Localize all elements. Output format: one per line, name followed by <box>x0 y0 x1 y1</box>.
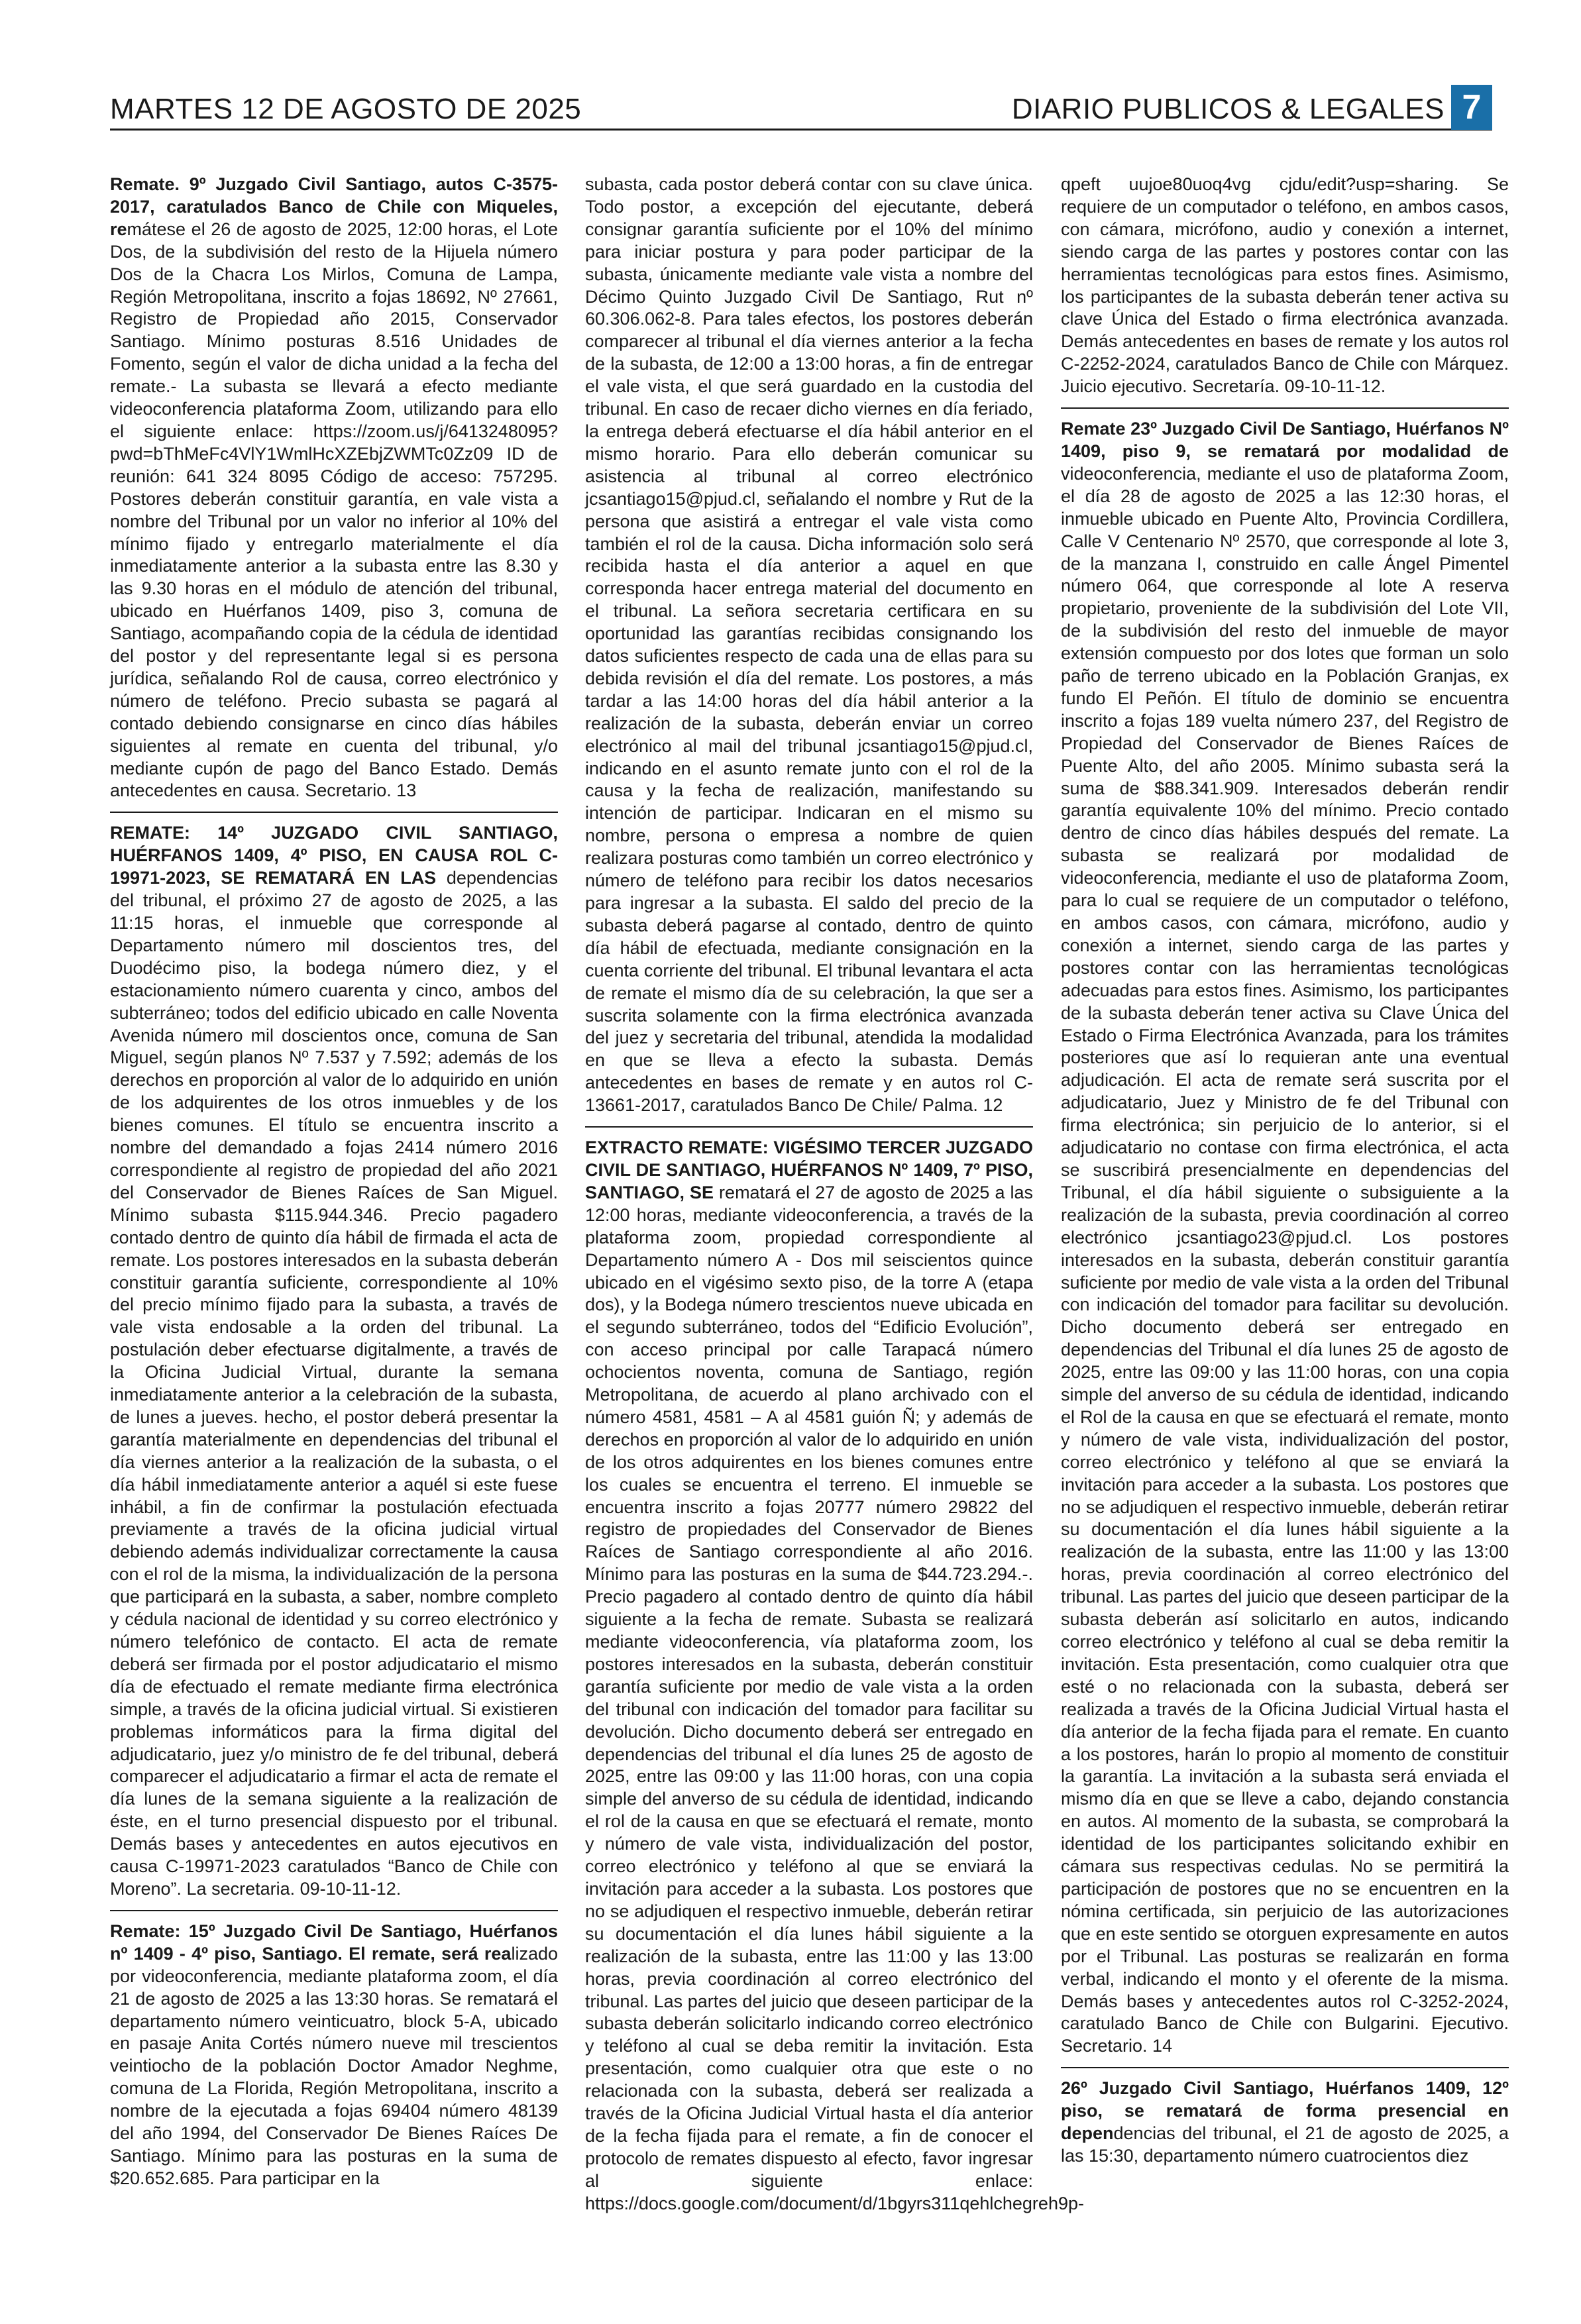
legal-notice <box>1061 2067 1509 2168</box>
column-3 <box>1061 174 1509 2294</box>
notice-lead: Remate. 9º Juzgado Civil Santiago, autos C-3575-2017, caratulados Banco de Chile con Miqueles, re <box>110 174 558 239</box>
notice-body: dependencias del tribunal, el próximo 27 de agosto de 2025, a las 11:15 horas, el inmueble que corresponde al Departamento número mil doscientos tres, del Duodécimo piso, la bodega número diez, y el estacionamiento número cuarenta y cinco, ambos del subterráneo; todos del edificio ubicado en calle Noventa Avenida número mil doscientos once, comuna de San Miguel, según planos Nº 7.537 y 7.592; además de los derechos en proporción al valor de lo adquirido en unión de los adquirentes de los otros inmuebles y de los bienes comunes. El título se encuentra inscrito a nombre del demandado a fojas 2414 número 2016 correspondiente al registro de propiedad del año 2021 del Conservador de Bienes Raíces de San Miguel. Mínimo subasta $115.944.346. Precio pagadero contado dentro de quinto día hábil de firmada el acta de remate. Los postores interesados en la subasta deberán constituir garantía suficiente, correspondiente al 10% del precio mínimo fijado para la subasta, a través de vale vista endosable a la orden del tribunal. La postulación deber efectuarse digitalmente, a través de la Oficina Judicial Virtual, durante la semana inmediatamente anterior a la celebración de la subasta, de lunes a jueves. hecho, el postor deberá presentar la garantía materialmente en dependencias del tribunal el día viernes anterior a la realización de la subasta, o el día hábil inmediatamente anterior a aquél si este fuese inhábil, a fin de confirmar la postulación efectuada previamente a través de la oficina judicial virtual debiendo además individualizar correctamente la causa con el rol de la misma, la individualización de la persona que participará en la subasta, a saber, nombre completo y cédula nacional de identidad y su correo electrónico y número telefónico de contacto. El acta de remate deberá ser firmada por el postor adjudicatario el mismo día de efectuado el remate mediante firma electrónica simple, a través de la oficina judicial virtual. Si existieren problemas informáticos para la firma digital del adjudicatario, juez y/o ministro de fe del tribunal, deberá comparecer el adjudicatario a firmar el acta de remate el día lunes de la semana siguiente a la realización de éste, en el turno presencial dispuesto por el tribunal. Demás bases y antecedentes en autos ejecutivos en causa C-19971-2023 caratulados “Banco de Chile con Moreno”. La secretaria. 09-10-11-12. <box>110 868 558 1899</box>
issue-date: MARTES 12 DE AGOSTO DE 2025 <box>110 93 582 125</box>
column-2 <box>585 174 1084 2294</box>
notice-lead: Remate 23º Juzgado Civil De Santiago, Huérfanos Nº 1409, piso 9, se rematará por modalidad de <box>1061 419 1509 461</box>
notice-lead: EXTRACTO REMATE: VIGÉSIMO TERCER JUZGADO CIVIL DE SANTIAGO, HUÉRFANOS Nº 1409, 7º PISO, SANTIAGO, SE <box>585 1137 1033 1202</box>
notice-lead: Remate: 15º Juzgado Civil De Santiago, Huérfanos nº 1409 - 4º piso, Santiago. El remate, será rea <box>110 1921 558 1964</box>
legal-notice <box>585 1126 1084 2215</box>
section-title: DIARIO PUBLICOS & LEGALES <box>1011 93 1445 125</box>
legal-notice <box>110 812 558 1901</box>
column-1 <box>110 174 558 2294</box>
legal-notice <box>585 174 1033 1117</box>
notice-body: dencias del tribunal, el 21 de agosto de 2025, a las 15:30, departamento número cuatrocientos diez <box>1061 2123 1509 2166</box>
notice-body: mátese el 26 de agosto de 2025, 12:00 horas, el Lote Dos, de la subdivisión del resto de la Hijuela número Dos de la Chacra Los Mirlos, Comuna de Lampa, Región Metropolitana, inscrito a fojas 18692, Nº 27661, Registro de Propiedad año 2015, Conservador Santiago. Mínimo posturas 8.516 Unidades de Fomento, según el valor de dicha unidad a la fecha del remate.- La subasta se llevará a efecto mediante videoconferencia plataforma Zoom, utilizando para ello el siguiente enlace: https://zoom.us/j/6413248095?pwd=bThMeFc4VlY1WmlHcXZEbjZWMTc0Zz09 ID de reunión: 641 324 8095 Código de acceso: 757295. Postores deberán constituir garantía, en vale vista a nombre del Tribunal por un valor no inferior al 10% del mínimo fijado y entregarlo materialmente el día inmediatamente anterior a la subasta entre las 8.30 y las 9.30 horas en el módulo de atención del tribunal, ubicado en Huérfanos 1409, piso 3, comuna de Santiago, acompañando copia de la cédula de identidad del postor y del representante legal si es persona jurídica, señalando Rol de causa, correo electrónico y número de teléfono. Precio subasta se pagará al contado debiendo consignarse en cinco días hábiles siguientes al remate en cuenta del tribunal, y/o mediante cupón de pago del Banco Estado. Demás antecedentes en causa. Secretario. 13 <box>110 219 558 801</box>
legal-notice <box>110 1910 558 2190</box>
notice-lead: 26º Juzgado Civil Santiago, Huérfanos 1409, 12º piso, se rematará de forma presencial en depen <box>1061 2078 1509 2144</box>
notice-body: lizado por videoconferencia, mediante plataforma zoom, el día 21 de agosto de 2025 a las 13:30 horas. Se rematará el departamento número veinticuatro, block 5-A, ubicado en pasaje Anita Cortés número nueve mil trescientos veintiocho de la población Doctor Amador Neghme, comuna de La Florida, Región Metropolitana, inscrito a nombre de la ejecutada a fojas 69404 número 48139 del año 1994, del Conservador De Bienes Raíces De Santiago. Mínimo para las posturas en la suma de $20.652.685. Para participar en la <box>110 1943 558 2188</box>
notice-body: rematará el 27 de agosto de 2025 a las 12:00 horas, mediante videoconferencia, a través de la plataforma zoom, propiedad correspondiente al Departamento número A - Dos mil seiscientos quince ubicado en el vigésimo sexto piso, de la torre A (etapa dos), y la Bodega número trescientos nueve ubicada en el segundo subterráneo, todos del “Edificio Evolución”, con acceso principal por calle Tarapacá número ochocientos noventa, comuna de Santiago, región Metropolitana, de acuerdo al plano archivado con el número 4581, 4581 – A al 4581 guión Ñ; y además de derechos en proporción al valor de lo adquirido en unión de los otros adquirentes en los bienes comunes entre los cuales se encuentra el terreno. El inmueble se encuentra inscrito a fojas 20777 número 29822 del registro de propiedades del Conservador de Bienes Raíces de Santiago correspondiente al año 2016. Mínimo para las posturas en la suma de $44.723.294.-. Precio pagadero al contado dentro de quinto día hábil siguiente a la fecha de remate. Subasta se realizará mediante videoconferencia, vía plataforma zoom, los postores interesados en la subasta, deberán constituir garantía suficiente por medio de vale vista a la orden del tribunal con indicación del tomador para facilitar su devolución. Dicho documento deberá ser entregado en dependencias del tribunal el día lunes 25 de agosto de 2025, entre las 09:00 y las 11:00 horas, con una copia simple del anverso de su cédula de identidad, indicando el rol de la causa en que se efectuará el remate, monto y número de vale vista, individualización del postor, correo electrónico y teléfono al que se enviará la invitación para acceder a la subasta. Los postores que no se adjudiquen el respectivo inmueble, deberán retirar su documentación el día lunes hábil siguiente a la realización de la subasta, entre las 11:00 y las 13:00 horas, previa coordinación al correo electrónico del tribunal. Las partes del juicio que deseen participar de la subasta deberán solicitarlo indicando correo electrónico y teléfono al cual se deba remitir la invitación. Esta presentación, como cualquier otra que este o no relacionada con la subasta, deberá ser realizada a través de la Oficina Judicial Virtual hasta el día anterior de la fecha fijada para el remate, a fin de conocer el protocolo de remates dispuesto al efecto, favor ingresar al siguiente enlace: https://docs.google.com/document/d/1bgyrs311qehlchegreh9p- <box>585 1182 1084 2213</box>
legal-notice <box>1061 174 1509 398</box>
page-header <box>110 85 1492 131</box>
notice-body: qpeft uujoe80uoq4vg cjdu/edit?usp=sharing. Se requiere de un computador o teléfono, en ambos casos, con cámara, micrófono, audio y conexión a internet, siendo carga de las partes y postores contar con las herramientas tecnológicas para estos fines. Asimismo, los participantes de la subasta deberán tener activa su clave Única del Estado o firma electrónica avanzada. Demás antecedentes en bases de remate y los autos rol C-2252-2024, caratulados Banco de Chile con Márquez. Juicio ejecutivo. Secretaría. 09-10-11-12. <box>1061 174 1509 397</box>
notice-lead: REMATE: 14º JUZGADO CIVIL SANTIAGO, HUÉRFANOS 1409, 4º PISO, EN CAUSA ROL C-19971-2023, SE REMATARÁ EN LAS <box>110 823 558 888</box>
page-number-badge: 7 <box>1451 85 1492 130</box>
notice-body: videoconferencia, mediante el uso de plataforma Zoom, el día 28 de agosto de 2025 a las 12:30 horas, el inmueble ubicado en Puente Alto, Provincia Cordillera, Calle V Centenario Nº 2570, que corresponde al lote 3, de la manzana I, construido en calle Ángel Pimentel número 064, que corresponde al lote A reserva propietario, proveniente de la subdivisión del Lote VII, de la subdivisión del resto del inmueble de mayor extensión compuesto por dos lotes que forman un solo paño de terreno ubicado en la Población Granjas, ex fundo El Peñón. El título de dominio se encuentra inscrito a fojas 189 vuelta número 237, del Registro de Propiedad del Conservador de Bienes Raíces de Puente Alto, del año 2005. Mínimo subasta será la suma de $88.341.909. Interesados deberán rendir garantía equivalente 10% del mínimo. Precio contado dentro de cinco días hábiles después del remate. La subasta se realizará por modalidad de videoconferencia, mediante el uso de plataforma Zoom, para lo cual se requiere de un computador o teléfono, en ambos casos, con cámara, micrófono, audio y conexión a internet, siendo carga de las partes y postores contar con las herramientas tecnológicas adecuadas para estos fines. Asimismo, los participantes de la subasta deberán tener activa su Clave Única del Estado o Firma Electrónica Avanzada, para los trámites posteriores que así lo requieran ante una eventual adjudicación. El acta de remate será suscrita por el adjudicatario, Juez y Ministro de fe del Tribunal con firma electrónica; sin perjuicio de lo anterior, si el adjudicatario no contase con firma electrónica, el acta se suscribirá presencialmente en dependencias del Tribunal, el día hábil siguiente o subsiguiente a la realización de la subasta, previa coordinación al correo electrónico jcsantiago23@pjud.cl. Los postores interesados en la subasta, deberán constituir garantía suficiente por medio de vale vista a la orden del Tribunal con indicación del tomador para facilitar su devolución. Dicho documento deberá ser entregado en dependencias del Tribunal el día lunes 25 de agosto de 2025, entre las 09:00 y las 11:00 horas, con una copia simple del anverso de su cédula de identidad, indicando el Rol de la causa en que se efectuará el remate, monto y número de vale vista, individualización del postor, correo electrónico y teléfono al que se enviará la invitación para acceder a la subasta. Los postores que no se adjudiquen el respectivo inmueble, deberán retirar su documentación el día lunes hábil siguiente a la realización de la subasta, entre las 11:00 y las 13:00 horas, previa coordinación al correo electrónico del tribunal. Las partes del juicio que deseen participar de la subasta deberán así solicitarlo en autos, indicando correo electrónico y teléfono al cual se deba remitir la invitación. Esta presentación, como cualquier otra que esté o no relacionada con la subasta, deberá ser realizada a través de la Oficina Judicial Virtual hasta el día anterior de la fecha fijada para el remate. En cuanto a los postores, harán lo propio al momento de constituir la garantía. La invitación a la subasta será enviada el mismo día en que se lleve a cabo, dejando constancia en autos. Al momento de la subasta, se comprobará la identidad de los participantes solicitando exhibir en cámara sus respectivas cedulas. No se permitirá la participación de postores que no se encuentren en la nómina certificada, sin perjuicio de las autorizaciones que en este sentido se otorguen expresamente en autos por el Tribunal. Las posturas se realizarán en forma verbal, indicando el monto y el oferente de la misma. Demás bases y antecedentes autos rol C-3252-2024, caratulado Banco de Chile con Bulgarini. Ejecutivo. Secretario. 14 <box>1061 463 1509 2056</box>
notice-body: subasta, cada postor deberá contar con su clave única. Todo postor, a excepción del ejecutante, deberá consignar garantía suficiente por el 10% del mínimo para iniciar postura y para poder participar de la subasta, únicamente mediante vale vista a nombre del Décimo Quinto Juzgado Civil De Santiago, Rut nº 60.306.062-8. Para tales efectos, los postores deberán comparecer al tribunal el día viernes anterior a la fecha de la subasta, de 12:00 a 13:00 horas, a fin de entregar el vale vista, el que será guardado en la custodia del tribunal. En caso de recaer dicho viernes en día feriado, la entrega deberá efectuarse el día hábil anterior en el mismo horario. Para ello deberán comunicar su asistencia al tribunal al correo electrónico jcsantiago15@pjud.cl, señalando el nombre y Rut de la persona que asistirá a entregar el vale vista como también el rol de la causa. Dicha información solo será recibida hasta el día anterior a aquel en que corresponda hacer entrega material del documento en el tribunal. La señora secretaria certificara en su oportunidad las garantías recibidas consignando los datos suficientes respecto de cada una de ellas para su debida revisión el día del remate. Los postores, a más tardar a las 14:00 horas del día hábil anterior a la realización de la subasta, deberán enviar un correo electrónico al mail del tribunal jcsantiago15@pjud.cl, indicando en el asunto remate junto con el rol de la causa y la fecha de realización, manifestando su intención de participar. Indicaran en el mismo su nombre, persona o empresa a nombre de quien realizara posturas como también un correo electrónico y número de teléfono para recibir los datos necesarios para ingresar a la subasta. El saldo del precio de la subasta deberá pagarse al contado, dentro de quinto día hábil de efectuada, mediante consignación en la cuenta corriente del tribunal. El tribunal levantara el acta de remate el mismo día de su celebración, la que ser a suscrita solamente con la firma electrónica avanzada del juez y secretaria del tribunal, atendida la modalidad en que se lleva a efecto la subasta. Demás antecedentes en bases de remate y en autos rol C-13661-2017, caratulados Banco De Chile/ Palma. 12 <box>585 174 1033 1116</box>
legal-notice <box>1061 407 1509 2058</box>
legal-notice <box>110 174 558 802</box>
